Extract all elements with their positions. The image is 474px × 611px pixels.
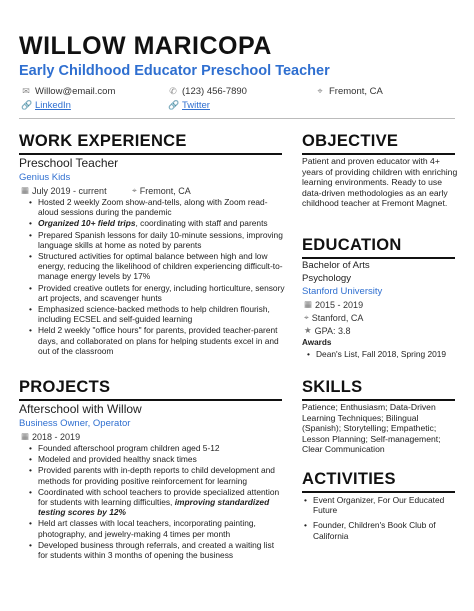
awards-label: Awards — [302, 338, 332, 347]
calendar-icon: ▦ — [21, 185, 30, 195]
list-item: • Provided parents with in-depth reports to child development and methods for providing positive reinforcement for learning — [27, 465, 285, 485]
project-title: Afterschool with Willow — [19, 402, 142, 416]
link-icon: 🔗 — [168, 100, 180, 110]
list-item: • Event Organizer, For Our Educated Future — [302, 495, 460, 515]
contact-email — [21, 86, 115, 97]
skills-text: Patience; Enthusiasm; Data-Driven Learning Techniques; Bilingual (Spanish); Storytelling; Empathetic; Lesson Planning; Self-management; Clear Communication — [302, 402, 441, 455]
star-icon: ★ — [304, 325, 312, 335]
list-item: • Provided creative outlets for energy, including horticulture, sensory art projects, and scavenger hunts — [27, 283, 285, 303]
calendar-icon: ▦ — [21, 431, 30, 441]
education-gpa: ★ GPA: 3.8 — [304, 325, 351, 336]
education-school: Stanford University — [302, 286, 383, 297]
twitter-link[interactable]: Twitter — [182, 100, 210, 111]
skills-heading-rule — [302, 399, 455, 401]
envelope-icon: ✉ — [22, 86, 30, 96]
job-company: Genius Kids — [19, 172, 71, 183]
list-item: • Founded afterschool program children aged 5-12 — [27, 443, 285, 453]
contact-linkedin — [21, 100, 71, 111]
phone-text: (123) 456-7890 — [182, 86, 247, 97]
candidate-name: WILLOW MARICOPA — [19, 32, 272, 60]
candidate-title: Early Childhood Educator Preschool Teacher — [19, 63, 330, 79]
contact-twitter — [168, 100, 210, 111]
projects-heading: PROJECTS — [19, 378, 111, 396]
objective-text: Patient and proven educator with 4+ years of providing children with enriching learning environments. Ready to use data-driven methodologies as an early childhood teacher at Fremont Magnet. — [302, 156, 458, 209]
education-degree: Bachelor of Arts — [302, 260, 370, 271]
link-icon: 🔗 — [21, 100, 33, 110]
activities-heading: ACTIVITIES — [302, 470, 396, 488]
job-bullets — [27, 197, 285, 357]
map-pin-icon: ⌖ — [132, 185, 137, 195]
project-role: Business Owner, Operator — [19, 418, 131, 429]
linkedin-link[interactable]: LinkedIn — [35, 100, 71, 111]
education-heading-rule — [302, 257, 455, 259]
work-heading: WORK EXPERIENCE — [19, 132, 187, 150]
map-pin-icon: ⌖ — [317, 86, 323, 96]
project-dates: ▦ 2018 - 2019 — [21, 431, 81, 442]
projects-heading-rule — [19, 399, 282, 401]
objective-heading-rule — [302, 153, 455, 155]
education-heading: EDUCATION — [302, 236, 402, 254]
education-location: ⌖ Stanford, CA — [304, 312, 364, 323]
list-item: • Coordinated with school teachers to provide specialized attention for students with learning difficulties, improving standardized testing scores by 12% — [27, 487, 285, 518]
project-bullets — [27, 443, 285, 561]
list-item: • Organized 10+ field trips, coordinating with staff and parents — [27, 218, 285, 228]
list-item: • Emphasized science-backed methods to help children flourish, including ECSEL and self-guided learning — [27, 304, 285, 324]
contact-phone — [168, 86, 247, 97]
list-item: • Structured activities for optimal balance between high and low energy, reducing the likelihood of children experiencing difficult-to-manage energy levels by 17% — [27, 251, 285, 282]
awards-list — [305, 349, 465, 360]
list-item: • Modeled and provided healthy snack times — [27, 454, 285, 464]
objective-heading: OBJECTIVE — [302, 132, 399, 150]
list-item: • Developed business through referrals, and created a waiting list for students within 3 months of opening the business — [27, 540, 285, 560]
activities-list — [302, 495, 460, 542]
header-divider — [19, 118, 455, 119]
list-item: • Founder, Children's Book Club of California — [302, 520, 460, 540]
skills-heading: SKILLS — [302, 378, 363, 396]
location-text: Fremont, CA — [329, 86, 383, 97]
email-text: Willow@email.com — [35, 86, 116, 97]
contact-location — [315, 86, 383, 97]
education-dates: ▦ 2015 - 2019 — [304, 299, 364, 310]
calendar-icon: ▦ — [304, 299, 313, 309]
activities-heading-rule — [302, 491, 455, 493]
list-item: • Held art classes with local teachers, incorporating painting, photography, and jewelry-making 4 times per month — [27, 518, 285, 538]
job-title: Preschool Teacher — [19, 156, 119, 170]
work-heading-rule — [19, 153, 282, 155]
phone-icon: ✆ — [169, 86, 177, 96]
job-dates: ▦ July 2019 - current — [21, 185, 107, 196]
list-item: • Hosted 2 weekly Zoom show-and-tells, along with Zoom read-aloud sessions during the pandemic — [27, 197, 285, 217]
list-item: • Prepared Spanish lessons for daily 10-minute sessions, improving language skills at home as noted by parents — [27, 230, 285, 250]
list-item: • Held 2 weekly "office hours" for parents, provided teacher-parent days, and collaborated on plans for helping students excel in and out of the classroom — [27, 325, 285, 356]
education-major: Psychology — [302, 273, 352, 284]
map-pin-icon: ⌖ — [304, 312, 309, 322]
job-location: ⌖ Fremont, CA — [132, 185, 191, 196]
list-item: • Dean's List, Fall 2018, Spring 2019 — [305, 349, 465, 359]
